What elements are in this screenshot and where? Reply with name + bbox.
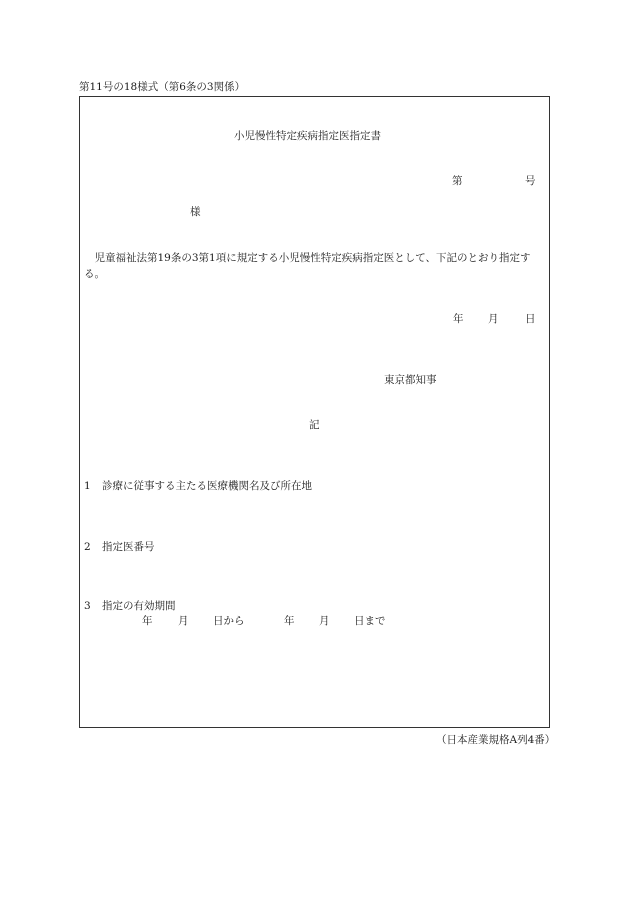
designation-statement: 児童福祉法第19条の3第1項に規定する小児慢性特定疾病指定医として、下記のとおり指定する。 [84, 252, 531, 280]
item-2-number: 2 [84, 541, 91, 553]
period-to-year: 年 [284, 615, 295, 627]
document-number-suffix: 号 [525, 175, 536, 187]
addressee-suffix: 様 [190, 206, 201, 218]
period-from-month: 月 [178, 615, 189, 627]
item-1-label: 診療に従事する主たる医療機関名及び所在地 [102, 480, 312, 492]
document-number-prefix: 第 [452, 175, 463, 187]
document-title: 小児慢性特定疾病指定医指定書 [234, 130, 381, 142]
paper-size-note: （日本産業規格A列4番） [436, 734, 556, 746]
period-from-day: 日から [213, 615, 245, 627]
form-number: 第11号の18様式（第6条の3関係） [79, 81, 246, 93]
issue-date-year: 年 [453, 313, 464, 325]
item-3-number: 3 [84, 600, 91, 612]
item-2-label: 指定医番号 [102, 541, 155, 553]
issue-date-day: 日 [525, 313, 536, 325]
ki-heading: 記 [309, 419, 320, 431]
item-1-number: 1 [84, 480, 91, 492]
period-to-month: 月 [319, 615, 330, 627]
issue-date-month: 月 [488, 313, 499, 325]
form-frame [79, 96, 550, 728]
period-to-day: 日まで [354, 615, 386, 627]
issuer-name: 東京都知事 [384, 374, 437, 386]
item-3-label: 指定の有効期間 [102, 600, 176, 612]
period-from-year: 年 [142, 615, 153, 627]
